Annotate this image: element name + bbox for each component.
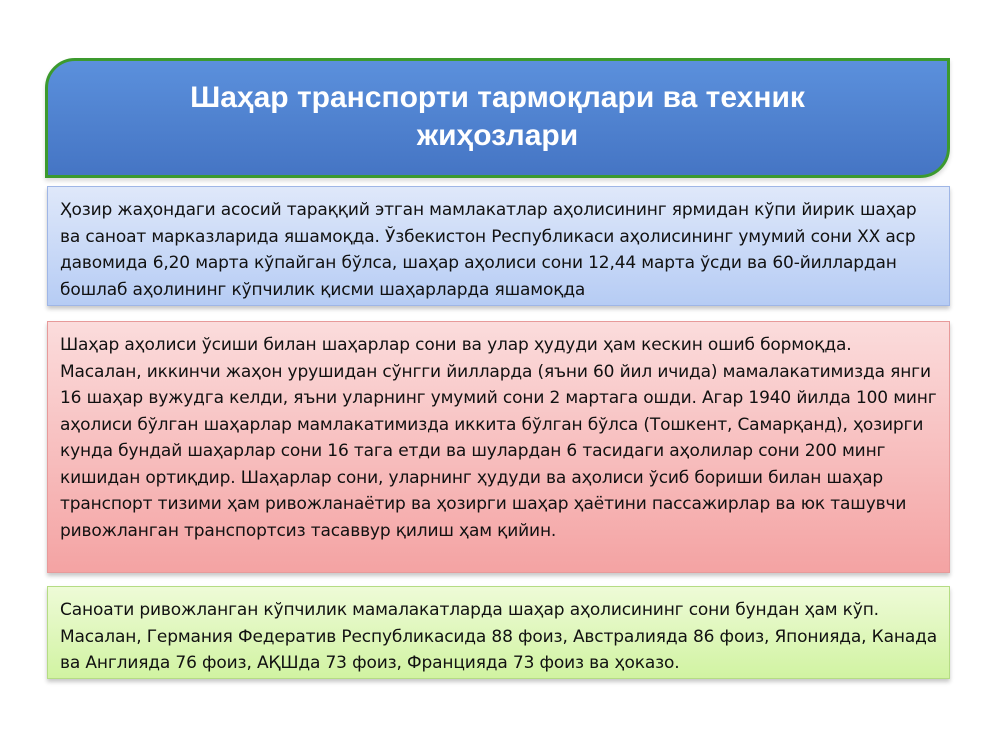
paragraph-box-green (47, 586, 950, 679)
paragraph-box-blue (47, 186, 950, 306)
slide-title: Шаҳар транспорти тармоқлари ва техник жиҳозлари (190, 81, 805, 152)
slide-title-banner (45, 58, 950, 178)
paragraph-2-text: Шаҳар аҳолиси ўсиши билан шаҳарлар сони ва улар ҳудуди ҳам кескин ошиб бормоқда. Масалан, иккинчи жаҳон урушидан сўнгги йилларда (яъни 60 йил ичида) мамалакатимизда янги 16 шаҳар вужудга келди, яъни уларнинг умумий сони 2 мартага ошди. Агар 1940 йилда 100 минг аҳолиси бўлган шаҳарлар мамлакатимизда иккита бўлган бўлса (Тошкент, Самарқанд), ҳозирги кунда бундай шаҳарлар сони 16 тага етди ва шулардан 6 тасидаги аҳолилар сони 200 минг кишидан ортиқдир. Шаҳарлар сони, уларнинг ҳудуди ва аҳолиси ўсиб бориши билан шаҳар транспорт тизими ҳам ривожланаётир ва ҳозирги шаҳар ҳаётини пассажирлар ва юк ташувчи ривожланган транспортсиз тасаввур қилиш ҳам қийин. (60, 335, 937, 541)
paragraph-1-text: Ҳозир жаҳондаги асосий тараққий этган мамлакатлар аҳолисининг ярмидан кўпи йирик шаҳар ва саноат марказларида яшамоқда. Ўзбекистон Республикаси аҳолисининг умумий сони XX аср давомида 6,20 марта кўпайган бўлса, шаҳар аҳолиси сони 12,44 марта ўсди ва 60-йиллардан бошлаб аҳолининг кўпчилик қисми шаҳарларда яшамоқда (60, 200, 917, 300)
paragraph-box-red (47, 321, 950, 573)
paragraph-3-text: Саноати ривожланган кўпчилик мамалакатларда шаҳар аҳолисининг сони бундан ҳам кўп. Масалан, Германия Федератив Республикасида 88 фоиз, Австралияда 86 фоиз, Японияда, Канада ва Англияда 76 фоиз, АҚШда 73 фоиз, Францияда 73 фоиз ва ҳоказо. (60, 600, 937, 673)
